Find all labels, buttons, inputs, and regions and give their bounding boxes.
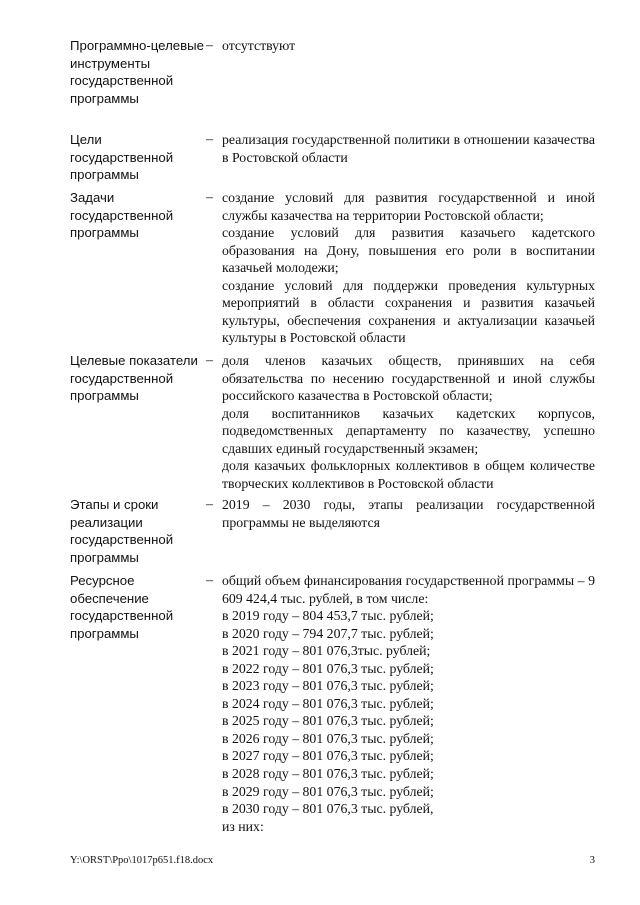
footer-file-path: Y:\ORST\Ppo\1017p651.f18.docx (70, 855, 214, 866)
funding-of-which: из них: (222, 818, 264, 834)
funding-year-line: в 2028 году – 801 076,3 тыс. рублей; (222, 766, 434, 782)
funding-year-line: в 2021 году – 801 076,3тыс. рублей; (222, 643, 431, 659)
row-content (222, 496, 595, 531)
funding-year-line: в 2023 году – 801 076,3 тыс. рублей; (222, 678, 434, 694)
funding-year-line: в 2027 году – 801 076,3 тыс. рублей; (222, 748, 434, 764)
row-label: Программно-целевые инструменты государственной программы (70, 38, 204, 106)
row-dash: – (206, 353, 213, 368)
row-dash: – (206, 190, 213, 205)
row-label: Ресурсное обеспечение государственной программы (70, 573, 174, 641)
row-paragraph: создание условий для поддержки проведения культурных мероприятий в области сохранения и развития казачьей культуры, обеспечения сохранения и актуализации казачьей культуры в Ростовской области (222, 277, 595, 346)
row-dash: – (206, 38, 213, 53)
row-label: Цели государственной программы (70, 132, 174, 183)
funding-year-line: в 2019 году – 804 453,7 тыс. рублей; (222, 608, 434, 624)
row-paragraph: отсутствуют (222, 38, 296, 53)
funding-year-line: в 2029 году – 801 076,3 тыс. рублей; (222, 783, 434, 799)
funding-year-line: в 2020 году – 794 207,7 тыс. рублей; (222, 625, 434, 641)
funding-year-line: в 2026 году – 801 076,3 тыс. рублей; (222, 730, 434, 746)
row-paragraph: общий объем финансирования государственной программы – 9 609 424,4 тыс. рублей, в том числе: (222, 573, 595, 606)
row-content (222, 572, 595, 835)
row-content (222, 189, 595, 347)
row-label: Задачи государственной программы (70, 190, 174, 241)
row-paragraph: 2019 – 2030 годы, этапы реализации государственной программы не выделяются (222, 497, 595, 530)
row-content (222, 131, 595, 166)
funding-year-line: в 2022 году – 801 076,3 тыс. рублей; (222, 660, 434, 676)
row-dash: – (206, 573, 213, 588)
row-paragraph: доля членов казачьих обществ, принявших на себя обязательства по несению государственной и иной службы российского казачества в Ростовской области; (222, 353, 595, 404)
row-content (222, 37, 595, 55)
row-content (222, 352, 595, 492)
row-paragraph: доля воспитанников казачьих кадетских корпусов, подведомственных департаменту по казачеству, успешно сдавших единый государственный экзамен; (222, 405, 595, 456)
row-dash: – (206, 132, 213, 147)
row-paragraph: создание условий для развития казачьего кадетского образования на Дону, повышения его роли в воспитании казачьей молодежи; (222, 225, 595, 276)
row-label: Целевые показатели государственной программы (70, 353, 198, 404)
funding-year-line: в 2030 году – 801 076,3 тыс. рублей, (222, 801, 434, 817)
funding-year-line: в 2024 году – 801 076,3 тыс. рублей; (222, 695, 434, 711)
row-paragraph: создание условий для развития государственной и иной службы казачества на территории Ростовской области; (222, 190, 595, 223)
row-paragraph: реализация государственной политики в отношении казачества в Ростовской области (222, 132, 595, 165)
row-paragraph: доля казачьих фольклорных коллективов в общем количестве творческих коллективов в Ростовской области (222, 458, 595, 491)
funding-year-line: в 2025 году – 801 076,3 тыс. рублей; (222, 713, 434, 729)
row-dash: – (206, 497, 213, 512)
row-label: Этапы и сроки реализации государственной программы (70, 497, 174, 565)
page-number: 3 (589, 855, 595, 866)
